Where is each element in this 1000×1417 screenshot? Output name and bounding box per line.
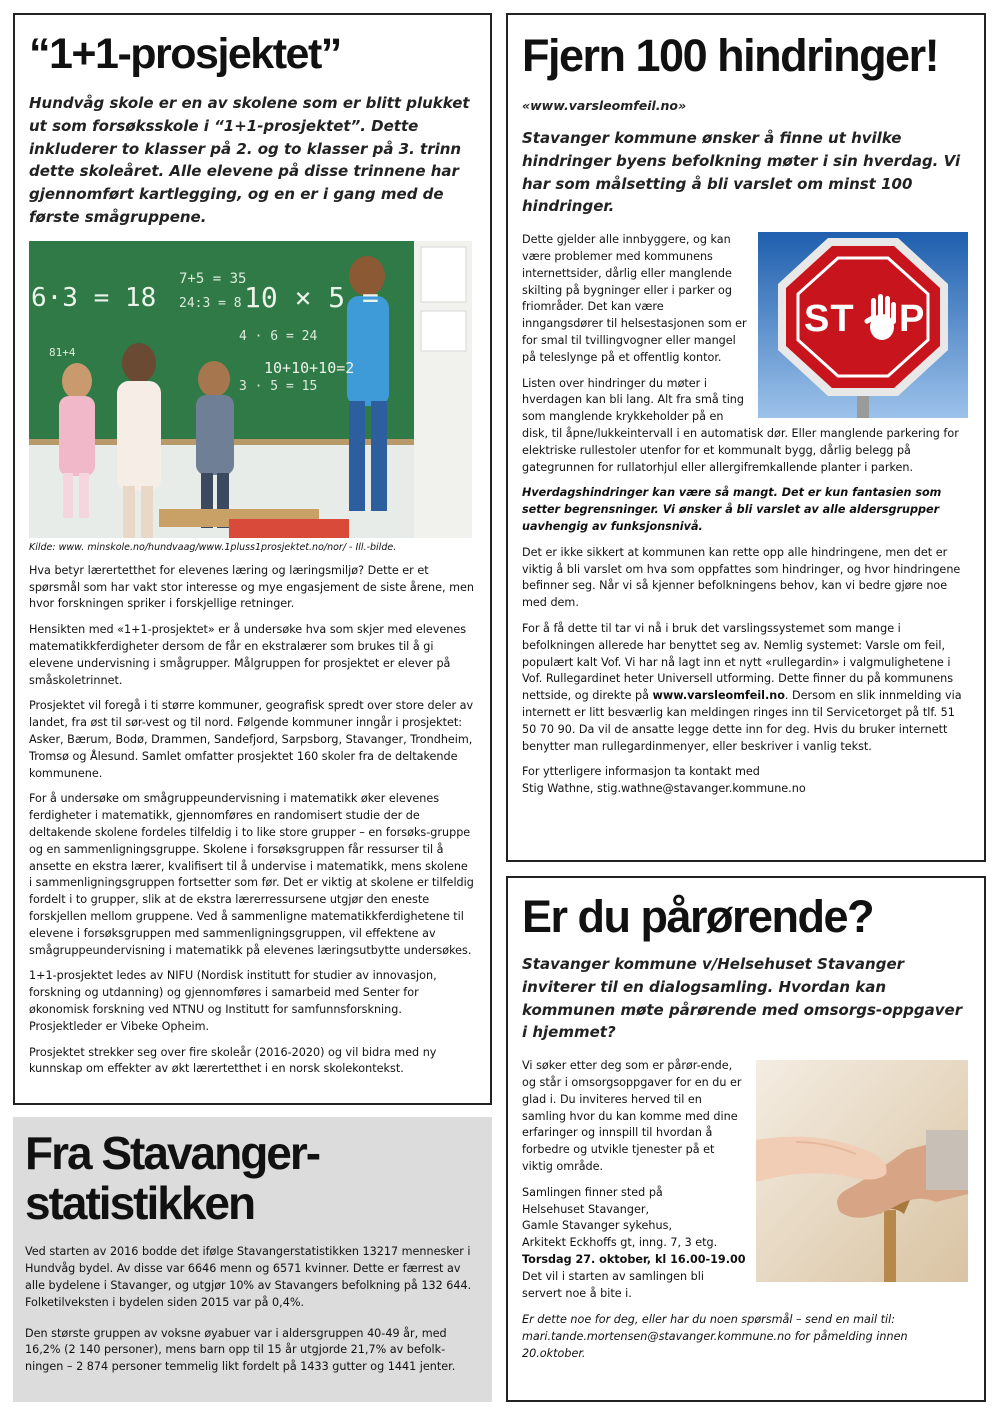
chalk-eq4: 10 × 5 =	[244, 280, 379, 314]
chalk-eq1: 6·3 = 18	[31, 282, 157, 313]
article1-paragraph: For å undersøke om smågruppeundervisning i matematikk øker elevenes ferdigheter i matematikk, gjennomføres en randomisert studie der de deltakende skolene fordeles tilfeldig i to like store grupper – en forsøks-gruppe og en sammenligningsgruppe. Skolene i forsøksgruppen får ressurser til å ansette en ekstra lærer, kvalifisert til å undervise i matematikk, mens skolene i sammenligningsgruppen fortsetter som før. Det er viktig at skolene er tilfeldig fordelt i to grupper, slik at de ekstra lærerressursene utgjør den eneste forskjellen mellom gruppene. Ved å sammenligne matematikkferdighetene til elevene i forsøksgruppen med sammenligningsgruppen, vil effektene av smågruppeundervisning i matematikk på elevenes læringsutbytte undersøkes.	[29, 792, 474, 957]
venue-line: Helsehuset Stavanger,	[522, 1202, 650, 1216]
image-caption: Kilde: www. minskole.no/hundvaag/www.1pluss1prosjektet.no/nor/ - Ill.-bilde.	[29, 541, 397, 553]
chalk-eq5: 4 · 6 = 24	[239, 328, 318, 344]
article1-title: “1+1-prosjektet”	[29, 30, 341, 78]
article-1plus1	[13, 13, 492, 1105]
venue-line: Gamle Stavanger sykehus,	[522, 1219, 672, 1233]
venue-line: Arkitekt Eckhoffs gt, inng. 7, 3 etg.	[522, 1236, 718, 1250]
varsleomfeil-link[interactable]: www.varsleomfeil.no	[652, 689, 785, 703]
article1-lead: Hundvåg skole er en av skolene som er blitt plukket ut som forsøksskole i “1+1-prosjektet”. Dette inkluderer to klasser på 2. og to klasser på 3. trinn dette skoleåret. Alle elevene på disse trinnene har gjennomført kartlegging, og en er i gang med de første smågruppene.	[29, 94, 470, 226]
article-fjern-hindringer	[506, 13, 986, 862]
caregiver-hands-photo	[756, 1060, 968, 1282]
article2-title: Fjern 100 hindringer!	[522, 30, 939, 81]
event-date: Torsdag 27. oktober, kl 16.00-19.00	[522, 1252, 746, 1266]
article2-paragraph: Det er ikke sikkert at kommunen kan rette opp alle hindringene, men det er viktig å bli varslet om hva som oppfattes som hindringer, og hvor hindringene befinner seg. Når vi så kjenner befolkningens behov, kan vi bedre gjøre noe med dem.	[522, 545, 961, 610]
article2-paragraph: Dette gjelder alle innbyggere, og kan være problemer med kommunens internettsider, dårlig eller manglende skilting på bygninger eller i parker og friområder. Det kan være inngangsdører til helsestasjonen som er for smal til tvillingvogner eller mangel på teleslynge på et offentlig kontor.	[522, 233, 747, 364]
chalk-eq2: 7+5 = 35	[179, 270, 247, 287]
article3-title-line2: statistikken	[25, 1176, 255, 1229]
chalk-eq6: 10+10+10=2	[264, 358, 355, 377]
article1-paragraph: Hensikten med «1+1-prosjektet» er å undersøke hva som skjer med elevenes matematikkferdigheter dersom de får en ekstralærer som brukes til å gi elevene undervisning i smågrupper. Målgruppen for prosjektet er elever på småskoletrinnet.	[29, 623, 467, 687]
article3-paragraph: Ved starten av 2016 bodde det ifølge Stavangerstatistikken 13217 mennesker i Hundvåg bydel. Av disse var 6646 menn og 6571 kvinner. Dette er færrest av alle bydelene i Stavanger, og utgjør 10% av Stavangers befolkning på 132 644. Folketilveksten i bydelen siden 2015 var på 0,4%.	[25, 1245, 472, 1309]
article2-lead: Stavanger kommune ønsker å finne ut hvilke hindringer byens befolkning møter i sin hverdag. Vi har som målsetting å bli varslet om minst 100 hindringer.	[522, 129, 961, 216]
article4-lead: Stavanger kommune v/Helsehuset Stavanger inviterer til en dialogsamling. Hvordan kan kommunen møte pårørende med omsorgs-oppgaver i hjemmet?	[522, 955, 963, 1042]
stop-sign-photo	[758, 232, 968, 418]
stop-sign-text-left: ST	[804, 298, 855, 341]
article1-paragraph: Hva betyr lærertetthet for elevenes læring og læringsmiljø? Dette er et spørsmål som har vakt stor interesse og mye engasjement de siste årene, men hvor forskningen spriker i forskjellige retninger.	[29, 563, 474, 611]
article1-paragraph: Prosjektet vil foregå i ti større kommuner, geografisk spredt over store deler av landet, fra øst til sør-vest og til nord. Følgende kommuner inngår i prosjektet: Asker, Bærum, Bodø, Drammen, Sandefjord, Sarpsborg, Stavanger, Trondheim, Tromsø og Ålesund. Samlet omfatter prosjektet 160 skoler fra de deltakende kommunene.	[29, 699, 474, 780]
article2-italic-paragraph: Hverdagshindringer kan være så mangt. Det er kun fantasien som setter begrensninger. Vi ønsker å bli varslet av alle aldersgrupper uavhengig av funksjonsnivå.	[522, 486, 942, 533]
article2-paragraph-wrap: Listen over hindringer du møter i hverdagen kan bli lang. Alt fra små ting som manglende krykkeholder på	[522, 376, 744, 424]
venue-line: Samlingen finner sted på	[522, 1185, 663, 1199]
article1-paragraph: Prosjektet strekker seg over fire skoleår (2016-2020) og vil bidra med ny kunnskap om effekter av økt lærertetthet i en norsk skolekontekst.	[29, 1045, 437, 1076]
article2-vof-text-after: . Dersom en slik innmelding via internett er litt besværlig kan meldingen ringes inn til Servicetorget på tlf. 51 50 70 90. Da vil de ansatte legge dette inn for deg. Hvis du bruker internett benytter man rullegardinmenyer, eller beskriver i vanlig tekst.	[522, 689, 962, 753]
stop-sign-text-right: P	[899, 298, 925, 341]
article2-vof-text: For å få dette til tar vi nå i bruk det varslingssystemet som mange i befolkningen allerede har benyttet seg av. Nemlig systemet: Varsle om feil, populært kalt Vof. Vi har nå lagt inn et nytt «rullegardin» i valgmulighetene i Vof. Rullegardinet heter Universell utforming. Dette finner du på kommunens nettside, og direkte på	[522, 621, 954, 703]
food-note: Det vil i starten av samlingen bli servert noe å bite i.	[522, 1269, 704, 1300]
article2-url: «www.varsleomfeil.no»	[522, 98, 687, 113]
chalk-eq3: 24:3 = 8	[179, 295, 242, 311]
contact-email[interactable]: Stig Wathne, stig.wathne@stavanger.kommune.no	[522, 782, 806, 796]
contact-intro: For ytterligere informasjon ta kontakt med	[522, 765, 760, 779]
article3-title-line1: Fra Stavanger-	[25, 1127, 320, 1179]
article-parorende	[506, 876, 986, 1402]
article3-paragraph: Den største gruppen av voksne øyabuer var i aldersgruppen 40-49 år, med 16,2% (2 140 personer), mens barn opp til 15 år utgjorde 21,7% av befolk-ningen – 2 874 personer temmelig likt fordelt på 1433 gutter og 1441 jenter.	[25, 1326, 456, 1374]
article-statistikk	[13, 1117, 492, 1402]
article4-paragraph: Vi søker etter deg som er pårør-ende, og står i omsorgsoppgaver for en du er glad i. Du inviteres herved til en samling hvor du kan komme med dine erfaringer og innspill til hvordan å forbedre og utvikle tjenester på et viktig område.	[522, 1059, 742, 1173]
chalk-eq8: 81+4	[49, 345, 76, 359]
article3-title	[25, 1129, 480, 1228]
article1-body	[29, 563, 474, 1078]
chalk-eq7: 3 · 5 = 15	[239, 378, 318, 394]
article4-contact: Er dette noe for deg, eller har du noen spørsmål – send en mail til: mari.tande.mortensen@stavanger.kommune.no for påmelding innen 20.oktober.	[522, 1313, 908, 1360]
classroom-photo	[29, 241, 472, 538]
article1-paragraph: 1+1-prosjektet ledes av NIFU (Nordisk institutt for studier av innovasjon, forskning og utdanning) og gjennomføres i samarbeid med Senter for økonomisk forskning ved NTNU og Institutt for samfunnsforskning. Prosjektleder er Vibeke Opheim.	[29, 969, 437, 1033]
article2-paragraph-rest: en disk, til åpne/lukkeintervall i en automatisk dør. Eller manglende parkering for elektriske rullestoler utenfor for et kommunalt bygg, dårlig belegg på gategrunnen for rullatorhjul eller allergifremkallende planter i parken.	[522, 410, 959, 474]
article2-body	[522, 232, 970, 798]
article4-title: Er du pårørende?	[522, 891, 874, 942]
